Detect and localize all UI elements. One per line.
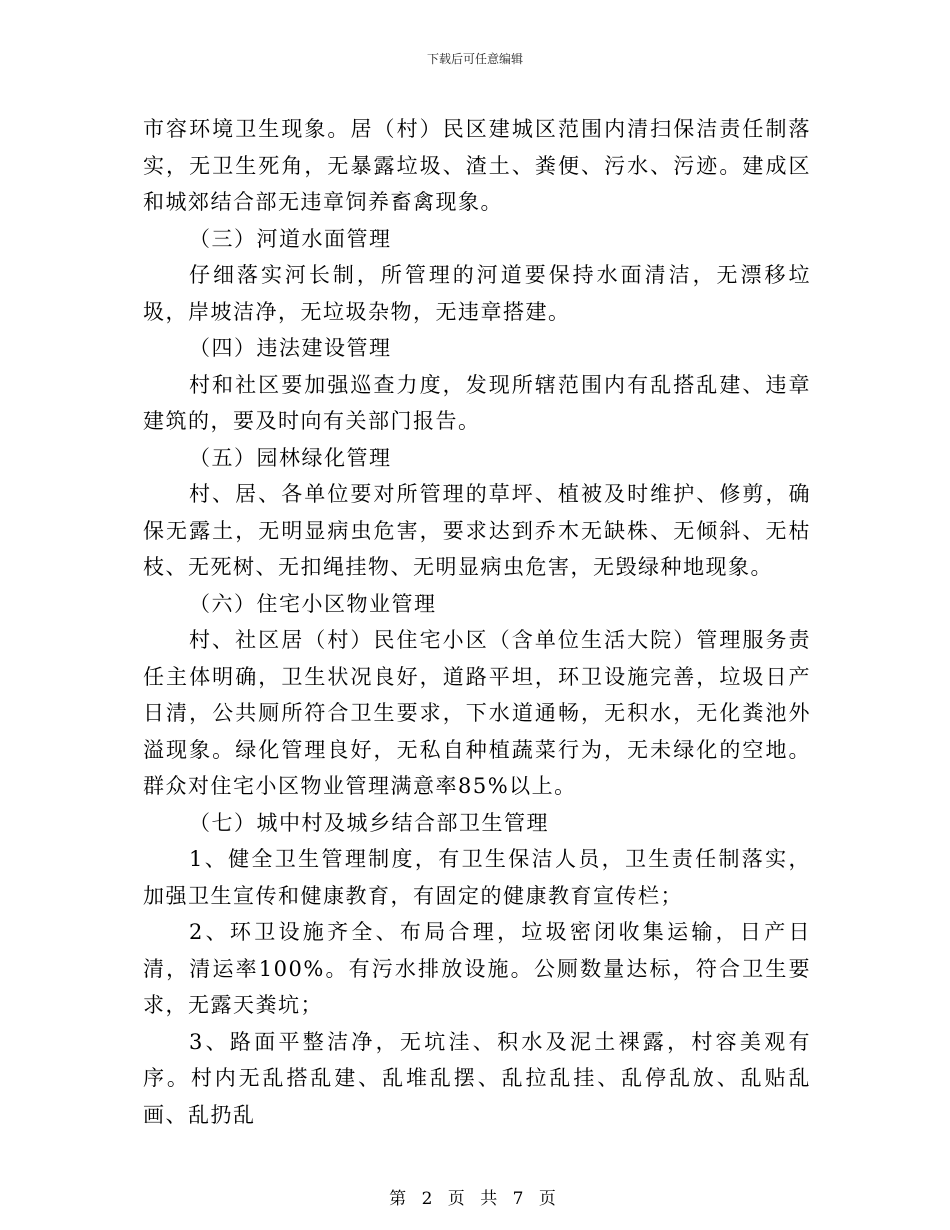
page-header: 下载后可任意编辑: [426, 52, 523, 66]
paragraph: 仔细落实河长制，所管理的河道要保持水面清洁，无漂移垃圾，岸坡洁净，无垃圾杂物，无违章搭建。: [143, 263, 811, 324]
page-footer: 第 2 页 共 7 页: [389, 1189, 561, 1209]
paragraph: 村、社区居（村）民住宅小区（含单位生活大院）管理服务责任主体明确，卫生状况良好，道路平坦，环卫设施完善，垃圾日产日清，公共厕所符合卫生要求，下水道通畅，无积水，无化粪池外溢现象。绿化管理良好，无私自种植蔬菜行为，无未绿化的空地。群众对住宅小区物业管理满意率85%以上。: [143, 628, 811, 798]
section-heading: （三）河道水面管理: [189, 226, 392, 251]
section-heading: （七）城中村及城乡结合部卫生管理: [189, 810, 549, 835]
list-item: 3、路面平整洁净，无坑洼、积水及泥土裸露，村容美观有序。村内无乱搭乱建、乱堆乱摆、乱拉乱挂、乱停乱放、乱贴乱画、乱扔乱: [143, 1029, 811, 1127]
list-item: 1、健全卫生管理制度，有卫生保洁人员，卫生责任制落实，加强卫生宣传和健康教育，有固定的健康教育宣传栏；: [143, 847, 811, 908]
section-heading: （六）住宅小区物业管理: [189, 591, 437, 616]
paragraph: 村和社区要加强巡查力度，发现所辖范围内有乱搭乱建、违章建筑的，要及时向有关部门报告。: [143, 372, 811, 433]
list-item: 2、环卫设施齐全、布局合理，垃圾密闭收集运输，日产日清，清运率100%。有污水排放设施。公厕数量达标，符合卫生要求，无露天粪坑；: [143, 920, 811, 1017]
section-heading: （四）违法建设管理: [189, 336, 392, 360]
paragraph: 村、居、各单位要对所管理的草坪、植被及时维护、修剪，确保无露土，无明显病虫危害，要求达到乔木无缺株、无倾斜、无枯枝、无死树、无扣绳挂物、无明显病虫危害，无毁绿种地现象。: [143, 482, 811, 579]
paragraph: 市容环境卫生现象。居（村）民区建城区范围内清扫保洁责任制落实，无卫生死角，无暴露垃圾、渣土、粪便、污水、污迹。建成区和城郊结合部无违章饲养畜禽现象。: [143, 117, 811, 214]
document-body: [143, 111, 811, 1133]
section-heading: （五）园林绿化管理: [189, 445, 392, 470]
